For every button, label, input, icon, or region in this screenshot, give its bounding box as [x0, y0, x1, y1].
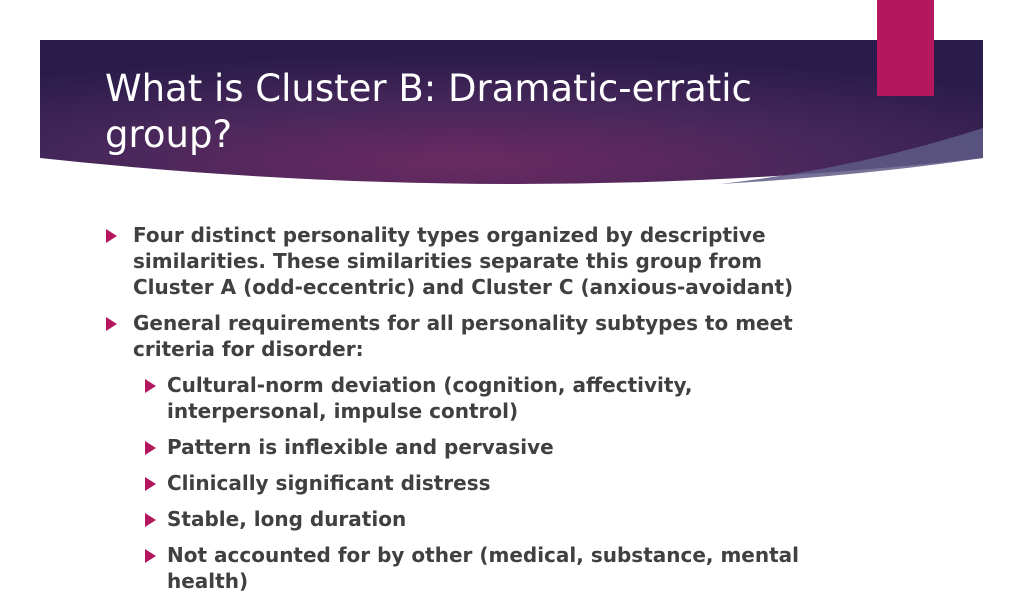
sub-bullet-item: [105, 470, 835, 496]
triangle-bullet-icon: [145, 441, 156, 455]
triangle-bullet-icon: [145, 549, 156, 563]
triangle-bullet-icon: [145, 477, 156, 491]
sub-bullet-item: [105, 542, 835, 594]
bullet-item: [105, 222, 835, 300]
bullet-text: Four distinct personality types organized by descriptive similarities. These similarities separate this group from Cluster A (odd-eccentric) and Cluster C (anxious-avoidant): [133, 223, 794, 299]
sub-bullet-text: Cultural-norm deviation (cognition, affectivity, interpersonal, impulse control): [167, 373, 693, 423]
triangle-bullet-icon: [145, 379, 156, 393]
bullet-text: General requirements for all personality subtypes to meet criteria for disorder:: [133, 311, 793, 361]
sub-bullet-item: [105, 506, 835, 532]
triangle-bullet-icon: [106, 229, 117, 243]
triangle-bullet-icon: [145, 513, 156, 527]
sub-bullet-text: Stable, long duration: [167, 507, 407, 531]
bullet-item: [105, 310, 835, 362]
accent-tab: [877, 0, 934, 96]
triangle-bullet-icon: [106, 317, 117, 331]
sub-bullet-item: [105, 372, 835, 424]
sub-bullet-text: Not accounted for by other (medical, substance, mental health): [167, 543, 800, 593]
slide-title: What is Cluster B: Dramatic-erratic group?: [105, 67, 752, 156]
sub-bullet-text: Clinically significant distress: [167, 471, 491, 495]
sub-bullet-item: [105, 434, 835, 460]
bullet-list: [105, 222, 835, 604]
sub-bullet-text: Pattern is inflexible and pervasive: [167, 435, 554, 459]
